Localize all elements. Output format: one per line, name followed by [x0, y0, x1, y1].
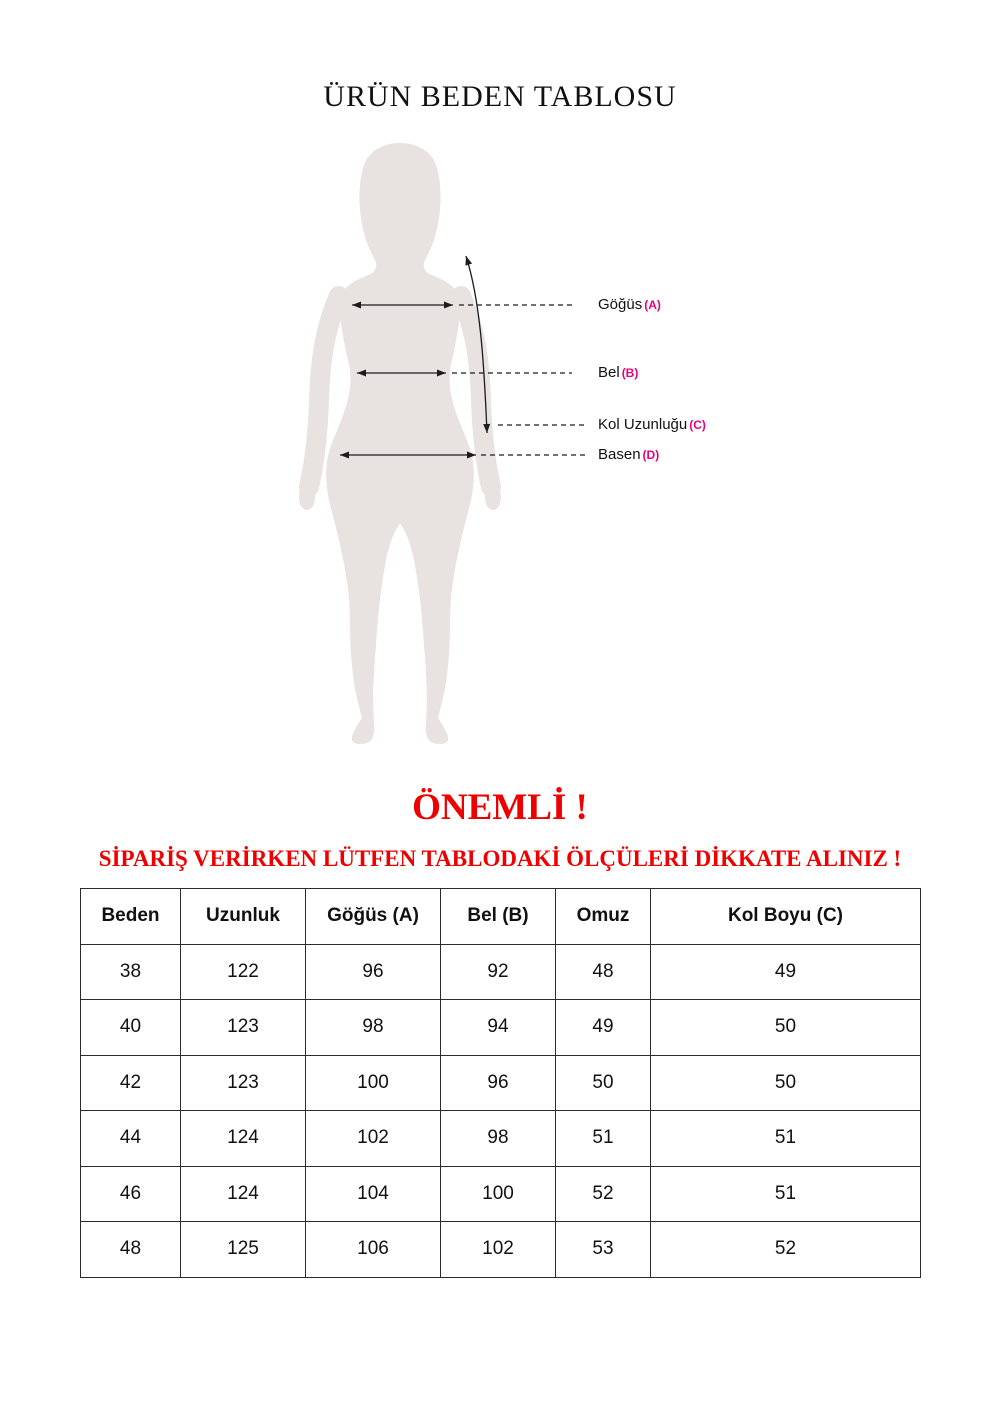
size-table-cell: 106 — [306, 1222, 441, 1278]
size-table-row — [81, 1055, 921, 1111]
size-table-cell: 51 — [651, 1166, 921, 1222]
size-table-cell: 50 — [651, 1055, 921, 1111]
size-table-cell: 50 — [556, 1055, 651, 1111]
measure-label-arm-length-code: (C) — [689, 418, 706, 432]
measure-label-waist — [598, 365, 638, 381]
size-table-cell: 51 — [651, 1111, 921, 1167]
size-table-cell: 38 — [81, 944, 181, 1000]
size-table-cell: 92 — [441, 944, 556, 1000]
size-table-row — [81, 1000, 921, 1056]
measure-label-chest-text: Göğüs — [598, 296, 643, 313]
measure-label-waist-text: Bel — [598, 364, 620, 381]
size-table-cell: 124 — [181, 1166, 306, 1222]
size-table-cell: 44 — [81, 1111, 181, 1167]
measure-label-arm-length — [598, 417, 706, 433]
size-table-cell: 40 — [81, 1000, 181, 1056]
measure-label-chest — [598, 297, 661, 313]
size-table-cell: 49 — [651, 944, 921, 1000]
size-table-cell: 52 — [651, 1222, 921, 1278]
size-table-cell: 125 — [181, 1222, 306, 1278]
important-subheading: SİPARİŞ VERİRKEN LÜTFEN TABLODAKİ ÖLÇÜLERİ DİKKATE ALINIZ ! — [98, 846, 902, 871]
important-heading: ÖNEMLİ ! — [412, 787, 588, 828]
measurement-diagram — [280, 140, 760, 760]
size-table-cell: 124 — [181, 1111, 306, 1167]
measure-label-waist-code: (B) — [621, 366, 639, 380]
measure-label-hips-text: Basen — [598, 446, 641, 463]
size-table-row — [81, 944, 921, 1000]
size-table-cell: 42 — [81, 1055, 181, 1111]
size-table-cell: 53 — [556, 1222, 651, 1278]
size-table-row — [81, 1222, 921, 1278]
size-table-cell: 98 — [441, 1111, 556, 1167]
size-table-cell: 48 — [81, 1222, 181, 1278]
size-table-cell: 100 — [306, 1055, 441, 1111]
size-table-cell: 102 — [441, 1222, 556, 1278]
size-table-header-cell: Bel (B) — [441, 889, 556, 945]
size-table-header-row — [81, 889, 921, 945]
size-table-cell: 48 — [556, 944, 651, 1000]
size-table-cell: 123 — [181, 1055, 306, 1111]
size-table-row — [81, 1166, 921, 1222]
size-table-header-cell: Kol Boyu (C) — [651, 889, 921, 945]
size-table-cell: 98 — [306, 1000, 441, 1056]
body-silhouette — [299, 143, 501, 744]
size-table-header-cell: Göğüs (A) — [306, 889, 441, 945]
size-table-row — [81, 1111, 921, 1167]
size-table-body — [81, 944, 921, 1277]
size-table-cell: 102 — [306, 1111, 441, 1167]
size-table — [80, 888, 921, 1278]
size-table-cell: 123 — [181, 1000, 306, 1056]
measure-label-arm-length-text: Kol Uzunluğu — [598, 416, 688, 433]
size-table-cell: 49 — [556, 1000, 651, 1056]
measure-label-chest-code: (A) — [644, 298, 661, 312]
size-table-cell: 52 — [556, 1166, 651, 1222]
size-table-cell: 94 — [441, 1000, 556, 1056]
size-table-cell: 96 — [441, 1055, 556, 1111]
page-title: ÜRÜN BEDEN TABLOSU — [323, 80, 677, 113]
size-table-cell: 100 — [441, 1166, 556, 1222]
size-table-cell: 104 — [306, 1166, 441, 1222]
size-table-cell: 46 — [81, 1166, 181, 1222]
arm-length-arrowhead-top — [463, 255, 472, 266]
measure-label-hips — [598, 447, 659, 463]
size-table-header-cell: Uzunluk — [181, 889, 306, 945]
body-silhouette-torso — [326, 143, 474, 744]
size-table-cell: 50 — [651, 1000, 921, 1056]
measure-label-hips-code: (D) — [642, 448, 660, 462]
size-table-cell: 51 — [556, 1111, 651, 1167]
size-table-header-cell: Beden — [81, 889, 181, 945]
size-table-head — [81, 889, 921, 945]
size-table-cell: 122 — [181, 944, 306, 1000]
size-table-header-cell: Omuz — [556, 889, 651, 945]
size-table-cell: 96 — [306, 944, 441, 1000]
